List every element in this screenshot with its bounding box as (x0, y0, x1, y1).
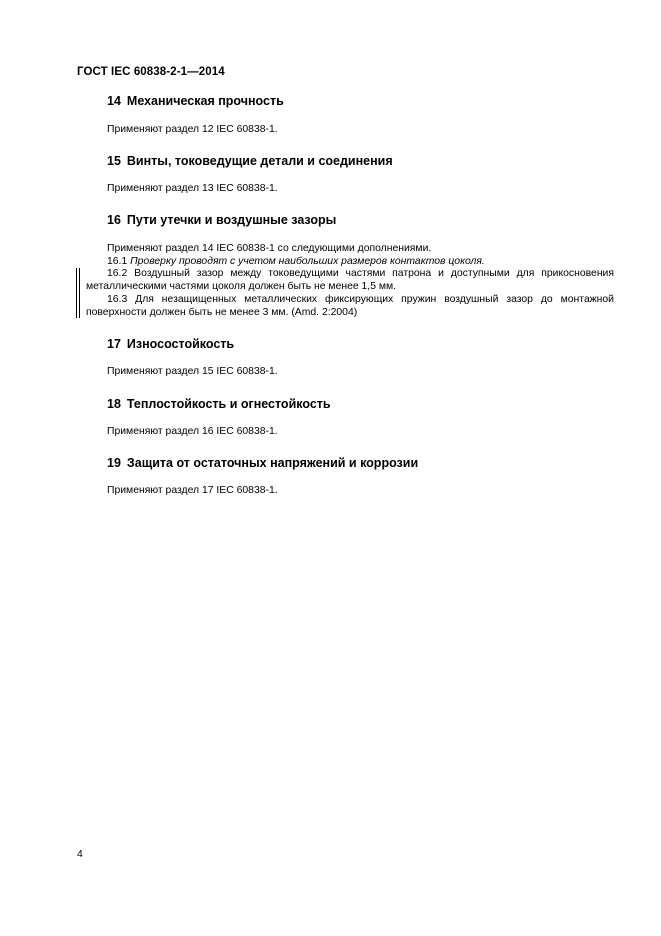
clause-line (86, 268, 614, 281)
section-16-text: Применяют раздел 14 IEC 60838-1 со следующими дополнениями. (107, 243, 432, 254)
change-bar (79, 268, 80, 318)
section-18-title (107, 397, 331, 411)
clause-16-1 (107, 256, 485, 269)
section-14-text: Применяют раздел 12 IEC 60838-1. (107, 124, 278, 135)
change-bar (76, 268, 77, 318)
section-number: 15 (107, 154, 121, 168)
section-19-title (107, 456, 418, 470)
clause-text: Для незащищенных металлических фиксирующих пружин воздушный зазор до монтажной (135, 294, 614, 305)
section-heading: Теплостойкость и огнестойкость (126, 397, 331, 411)
clause-number: 16.2 (107, 268, 128, 279)
section-heading: Пути утечки и воздушные зазоры (126, 213, 337, 227)
clause-line (86, 294, 614, 307)
section-15-text: Применяют раздел 13 IEC 60838-1. (107, 183, 278, 194)
page-number: 4 (77, 849, 83, 860)
clause-16-2 (86, 268, 614, 293)
section-heading: Износостойкость (126, 337, 235, 351)
section-19-text: Применяют раздел 17 IEC 60838-1. (107, 485, 278, 496)
section-heading: Защита от остаточных напряжений и коррозии (126, 456, 419, 470)
clause-text: Воздушный зазор между токоведущими частями патрона и доступными для прикосновения (134, 268, 614, 279)
section-15-title (107, 154, 393, 168)
section-16-title (107, 213, 336, 227)
section-18-text: Применяют раздел 16 IEC 60838-1. (107, 426, 278, 437)
section-17-title (107, 337, 234, 351)
section-14-title (107, 94, 284, 108)
section-number: 17 (107, 337, 121, 351)
section-heading: Механическая прочность (126, 94, 284, 108)
page-header: ГОСТ IEC 60838-2-1—2014 (77, 66, 225, 78)
clause-line: поверхности должен быть не менее 3 мм. (Amd. 2:2004) (86, 306, 358, 318)
clause-text: Проверку проводят с учетом наибольших размеров контактов цоколя. (130, 256, 485, 267)
section-number: 16 (107, 213, 121, 227)
section-number: 18 (107, 397, 121, 411)
section-heading: Винты, токоведущие детали и соединения (126, 154, 393, 168)
section-17-text: Применяют раздел 15 IEC 60838-1. (107, 366, 278, 377)
clause-16-3 (86, 294, 614, 319)
section-number: 14 (107, 94, 121, 108)
clause-number: 16.1 (107, 256, 128, 267)
section-number: 19 (107, 456, 121, 470)
clause-number: 16.3 (107, 294, 128, 305)
clause-line: металлическими частями цоколя должен быть не менее 1,5 мм. (86, 280, 397, 292)
